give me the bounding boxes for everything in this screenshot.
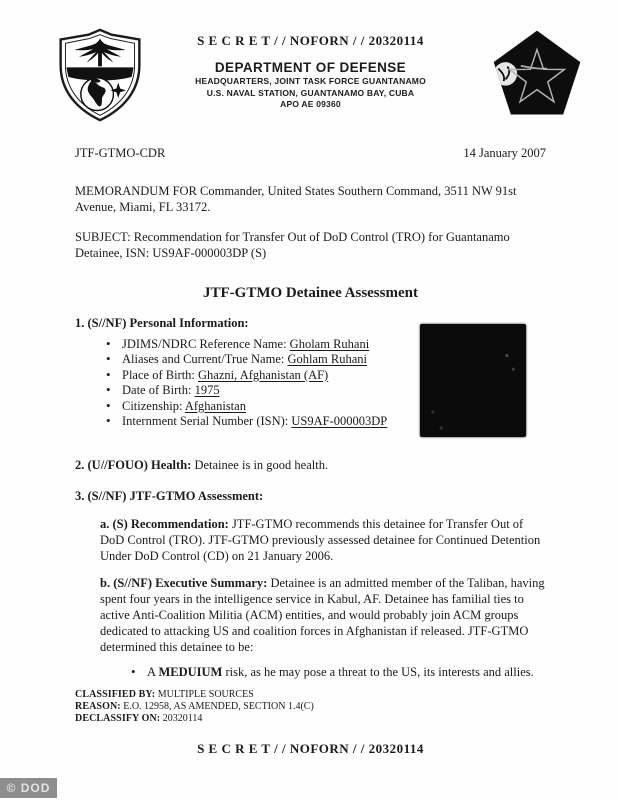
section-3-heading: 3. (S//NF) JTF-GTMO Assessment: [75,488,264,503]
classified-by-line: CLASSIFIED BY: MULTIPLE SOURCES [75,688,254,700]
letterhead-department: DEPARTMENT OF DEFENSE [214,60,407,75]
classification-block [75,689,546,725]
list-item: • Citizenship: Afghanistan [105,399,546,415]
subject-text: Recommendation for Transfer Out of DoD Control (TRO) for Guantanamo Detainee, ISN: US9AF-000003DP (S) [75,229,510,260]
section-1-heading: 1. (S//NF) Personal Information: [75,315,249,330]
declassify-line: DECLASSIFY ON: 20320114 [75,712,203,724]
personal-info-list [105,337,546,430]
list-item: • Aliases and Current/True Name: Gohlam Ruhani [105,352,546,368]
subject-line [75,229,546,261]
dod-watermark: © DOD [0,778,57,798]
letterhead-apo: APO AE 09360 [280,99,341,109]
southcom-shield-icon [56,27,144,128]
reason-line: REASON: E.O. 12958, AS AMENDED, SECTION 1.4(C) [75,700,314,712]
executive-summary-paragraph: b. (S//NF) Executive Summary: Detainee is an admitted member of the Taliban, having spent four years in the intelligence service in Kabul, AF. Detainee has familial ties to active Anti-Coalition Militia (ACM) entities, and would probably join ACM groups dedicated to attacking US and coalition forces in Afghanistan if released. JTF-GTMO determined this detainee to be: [100,575,545,654]
office-symbol: JTF-GTMO-CDR [75,145,166,160]
office-date-row [75,146,546,161]
document-title: JTF-GTMO Detainee Assessment [203,284,418,301]
classification-banner-bottom: S E C R E T / / NOFORN / / 20320114 [197,740,424,756]
letterhead-headquarters: HEADQUARTERS, JOINT TASK FORCE GUANTANAMO [195,76,426,86]
list-item: • JDIMS/NDRC Reference Name: Gholam Ruhani [105,337,546,353]
jtf-gtmo-pentagon-icon [491,27,583,124]
subject-label: SUBJECT: [75,229,131,244]
memo-date: 14 January 2007 [463,145,546,160]
memorandum-for-line: MEMORANDUM FOR Commander, United States Southern Command, 3511 NW 91st Avenue, Miami, FL 33172. [75,183,517,214]
recommendation-paragraph: a. (S) Recommendation: JTF-GTMO recommends this detainee for Transfer Out of DoD Control (TRO). JTF-GTMO previously assessed detainee for Continued Detention Under DoD Control (CD) on 21 January 2006. [100,516,541,563]
letterhead-station: U.S. NAVAL STATION, GUANTANAMO BAY, CUBA [206,87,415,98]
list-item: • Place of Birth: Ghazni, Afghanistan (AF) [105,368,546,384]
letterhead [75,60,546,110]
list-item: • Internment Serial Number (ISN): US9AF-000003DP [105,414,546,430]
section-2-health: 2. (U//FOUO) Health: Detainee is in good health. [75,457,329,472]
classification-banner-top: S E C R E T / / NOFORN / / 20320114 [197,33,424,48]
risk-bullet: • A MEDUIUM risk, as he may pose a threat to the US, its interests and allies. [130,664,546,680]
list-item: • Date of Birth: 1975 [105,383,546,399]
